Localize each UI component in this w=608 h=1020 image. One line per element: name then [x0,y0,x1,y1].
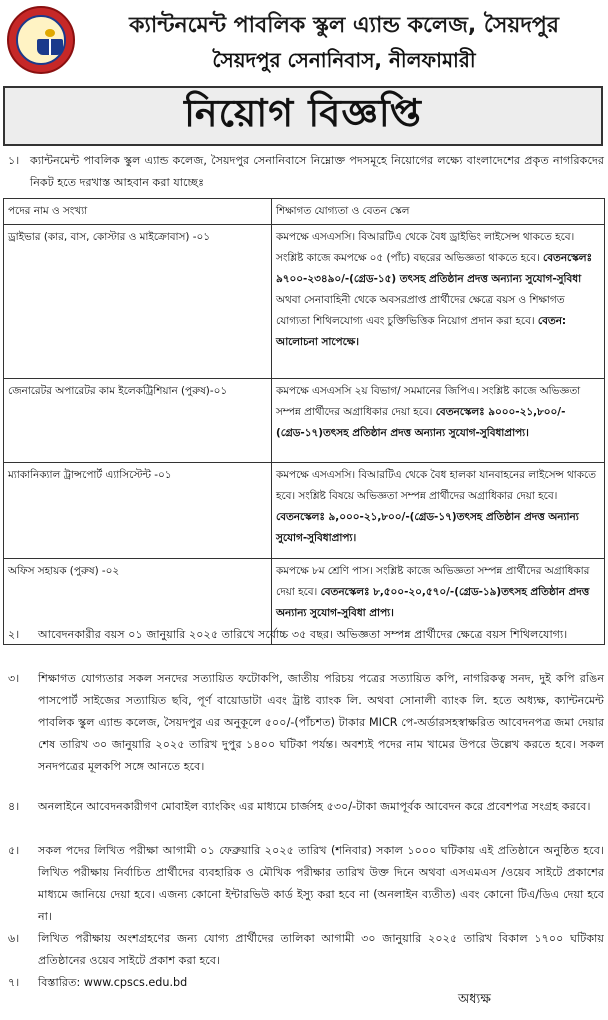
pay-negotiable: বেতন: আলোচনা সাপেক্ষে। [276,315,567,348]
item-paragraph [8,928,604,972]
signature-principal: অধ্যক্ষ [458,992,491,1007]
item-paragraph [8,796,604,840]
item-text: শিক্ষাগত যোগ্যতার সকল সনদের সত্যায়িত ফটোকপি, জাতীয় পরিচয় পত্রের সত্যায়িত কপি, নাগরিকত্ব সনদ, দুই কপি রঙিন পাসপোর্ট সাইজের সত্যায়িত ছবি, পূর্ণ বায়োডাটা এবং ট্রাষ্ট ব্যাংক লি. অথবা সোনালী ব্যাংক লি. হতে অধ্যক্ষ, ক্যান্টনমেন্ট পাবলিক স্কুল এ্যান্ড কলেজ, সৈয়দপুর এর অনুকূলে ৫০০/-(পাঁচশত) টাকার MICR পে-অর্ডারসহস্বাক্ষরিত আবেদনপত্র জমা দেয়ার শেষ তারিখ ৩০ জানুয়ারি ২০২৫ তারিখ দুপুর ১৪০০ ঘটিকা পর্যন্ত। অবশ্যই পদের নাম খামের উপরে উল্লেখ করতে হবে। সকল সনদপত্রের মূলকপি সঙ্গে আনতে হবে। [38,672,604,773]
table-header-qualification: শিক্ষাগত যোগ্যতা ও বেতন স্কেল [272,199,605,225]
pay-scale: বেতনস্কেলঃ ৯,০০০-২১,৮০০/-(গ্রেড-১৭)তৎসহ প্রতিষ্ঠান প্রদত্ত অন্যান্য সুযোগ-সুবিধাপ্রাপ্য। [276,511,579,544]
website-link[interactable]: বিস্তারিত: www.cpscs.edu.bd [38,976,188,989]
requirement-extra: অথবা সেনাবাহিনী থেকে অবসরপ্রাপ্ত প্রার্থীদের ক্ষেত্রে বয়স ও শিক্ষাগত যোগ্যতা শিথিলযোগ্য এবং চুক্তিভিত্তিক নিয়োগ প্রদান করা হবে। [276,294,565,327]
item-text: অনলাইনে আবেদনকারীগণ মোবাইল ব্যাংকিং এর মাধ্যমে চার্জসহ ৫৩০/-টাকা জমাপূর্বক আবেদন করে প্রবেশপত্র সংগ্রহ করবে। [38,800,591,813]
item-text: সকল পদের লিখিত পরীক্ষা আগামী ০১ ফেব্রুয়ারি ২০২৫ তারিখ (শনিবার) সকাল ১০০০ ঘটিকায় এই প্রতিষ্ঠানে অনুষ্ঠিত হবে। লিখিত পরীক্ষায় নির্বাচিত প্রার্থীদের ব্যবহারিক ও মৌখিক পরীক্ষার তারিখ উক্ত দিনে অথবা এসএমএস /ওয়েব সাইটে প্রকাশের মাধ্যমে জানিয়ে দেয়া হবে। এজন্য কোনো ইন্টারভিউ কার্ড ইস্যু করা হবে না (অনলাইন ব্যতীত) এবং কোনো টিএ/ডিএ দেয়া হবে না। [38,844,604,923]
post-name: ম্যাকানিক্যাল ট্রান্সপোর্ট এ্যাসিস্টেন্ট -০১ [4,463,272,559]
item-number: ৬। [8,932,20,945]
item-number: ৫। [8,844,20,857]
item-number: ৩। [8,672,20,685]
post-name: ড্রাইভার (কার, বাস, কোস্টার ও মাইক্রোবাস) -০১ [4,225,272,379]
item-number: ২। [8,628,20,641]
item-number: ৭। [8,976,20,989]
post-requirements [272,463,605,559]
table-header-row [4,199,605,225]
pay-scale: বেতনস্কেলঃ ৯০০০-২১,৮০০/-(গ্রেড-১৭)তৎসহ প্রতিষ্ঠান প্রদত্ত অন্যান্য সুযোগ-সুবিধাপ্রাপ্য। [276,406,566,439]
item-number: ১। [8,154,20,167]
item-text: ক্যান্টনমেন্ট পাবলিক স্কুল এ্যান্ড কলেজ, সৈয়দপুর সেনানিবাসে নিম্নোক্ত পদসমূহে নিয়োগের লক্ষ্যে বাংলাদেশের প্রকৃত নাগরিকদের নিকট হতে দরখাস্ত আহবান করা যাচ্ছেঃ [30,154,604,189]
school-name: ক্যান্টনমেন্ট পাবলিক স্কুল এ্যান্ড কলেজ, সৈয়দপুর [129,13,559,38]
table-header-post: পদের নাম ও সংখ্যা [4,199,272,225]
table-row [4,463,605,559]
item-paragraph [8,840,604,928]
post-name: জেনারেটর অপারেটর কাম ইলেকট্রিশিয়ান (পুরুষ)-০১ [4,379,272,463]
post-requirements [272,379,605,463]
item-text: আবেদনকারীর বয়স ০১ জানুয়ারি ২০২৫ তারিখে সর্বোচ্চ ৩৫ বছর। অভিজ্ঞতা সম্পন্ন প্রার্থীদের ক্ষেত্রে বয়স শিথিলযোগ্য। [38,628,568,641]
requirement-text: কমপক্ষে এসএসসি। বিআরটিএ থেকে বৈধ ড্রাইভিং লাইসেন্স থাকতে হবে। সংশ্লিষ্ট কাজে কমপক্ষে ০৫ (পাঁচ) বছরের অভিজ্ঞতা থাকতে হবে। [276,231,575,264]
post-name: অফিস সহায়ক (পুরুষ) -০২ [4,559,272,645]
school-logo [7,6,75,74]
item-text: লিখিত পরীক্ষায় অংশগ্রহণের জন্য যোগ্য প্রার্থীদের তালিকা আগামী ৩০ জানুয়ারি ২০২৫ তারিখ বিকাল ১৭০০ ঘটিকায় প্রতিষ্ঠানের ওয়েব সাইটে প্রকাশ করা হবে। [38,932,604,967]
notice-title: নিয়োগ বিজ্ঞপ্তি [184,91,422,135]
intro-paragraph [8,150,604,194]
posts-table [3,198,605,645]
header [0,0,608,84]
item-paragraph [8,668,604,796]
pay-scale: বেতনস্কেলঃ ৮,৫০০-২০,৫৭০/-(গ্রেড-১৯)তৎসহ প্রতিষ্ঠান প্রদত্ত অন্যান্য সুযোগ-সুবিধা প্রাপ্য। [276,586,590,619]
notice-banner [3,86,603,146]
item-paragraph [8,624,604,668]
requirement-text: কমপক্ষে ৮ম শ্রেণি পাস। সংশ্লিষ্ট কাজে অভিজ্ঞতা সম্পন্ন প্রার্থীদের অগ্রাধিকার দেয়া হবে। [276,565,590,598]
pay-scale: বেতনস্কেলঃ ৯৭০০-২৩৪৯০/-(গ্রেড-১৫) তৎসহ প্রতিষ্ঠান প্রদত্ত অন্যান্য সুযোগ-সুবিধা [276,252,592,285]
requirement-text: কমপক্ষে এসএসসি। বিআরটিএ থেকে বৈধ হালকা যানবাহনের লাইসেন্স থাকতে হবে। সংশ্লিষ্ট বিষয়ে অভিজ্ঞতা সম্পন্ন প্রার্থীদের অগ্রাধিকার দেয়া হবে। [276,469,596,502]
requirement-text: কমপক্ষে এসএসসি ২য় বিভাগ/ সমমানের জিপিএ। সংশ্লিষ্ট কাজে অভিজ্ঞতা সম্পন্ন প্রার্থীদের অগ্রাধিকার দেয়া হবে। [276,385,581,418]
school-address: সৈয়দপুর সেনানিবাস, নীলফামারী [212,48,476,72]
table-row [4,225,605,379]
item-paragraph [8,972,604,994]
post-requirements [272,225,605,379]
table-row [4,379,605,463]
item-number: ৪। [8,800,20,813]
